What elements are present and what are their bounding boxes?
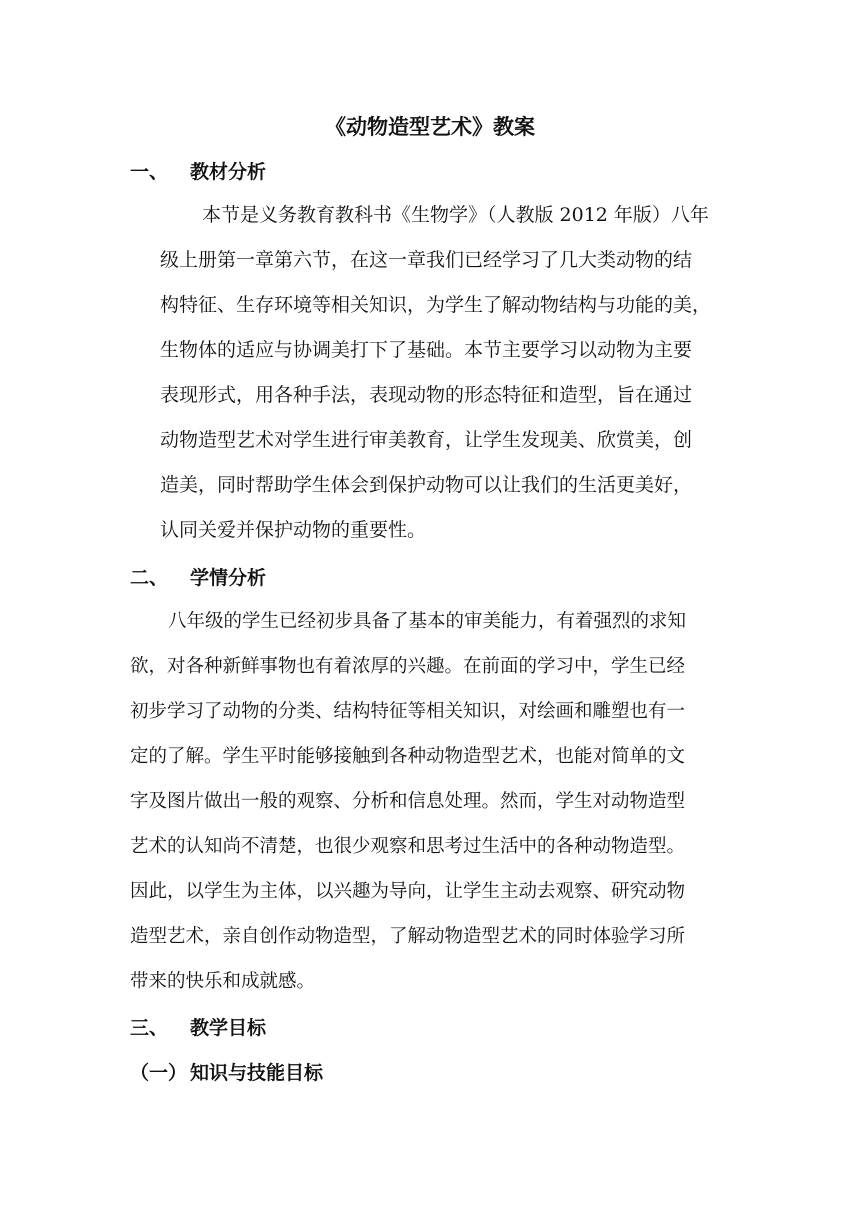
paragraph-line: 本节是义务教育教科书《生物学》（人教版 2012 年版）八年 [202, 204, 709, 226]
paragraph-line: 八年级的学生已经初步具备了基本的审美能力，有着强烈的求知 [168, 611, 687, 632]
paragraph-line: 级上册第一章第六节，在这一章我们已经学习了几大类动物的结 [160, 249, 693, 271]
paragraph-line: 带来的快乐和成就感。 [130, 971, 316, 992]
paragraph-line: 造型艺术，亲自创作动物造型，了解动物造型艺术的同时体验学习所 [130, 926, 686, 947]
section-title: 学情分析 [190, 567, 267, 589]
paragraph-line: 因此，以学生为主体，以兴趣为导向，让学生主动去观察、研究动物 [130, 881, 686, 902]
section-title: 知识与技能目标 [190, 1062, 324, 1084]
paragraph-line: 造美，同时帮助学生体会到保护动物可以让我们的生活更美好， [160, 474, 693, 496]
section-number: 三、 [130, 1017, 169, 1039]
paragraph-line: 欲，对各种新鲜事物也有着浓厚的兴趣。在前面的学习中，学生已经 [130, 656, 686, 677]
paragraph-line: 动物造型艺术对学生进行审美教育，让学生发现美、欣赏美，创 [160, 429, 693, 451]
section-number: 二、 [130, 567, 169, 589]
paragraph-line: 构特征、生存环境等相关知识，为学生了解动物结构与功能的美， [160, 294, 712, 316]
paragraph-line: 定的了解。学生平时能够接触到各种动物造型艺术，也能对简单的文 [130, 746, 686, 767]
paragraph-line: 字及图片做出一般的观察、分析和信息处理。然而，学生对动物造型 [130, 791, 686, 812]
paragraph-learner-analysis [130, 599, 686, 1004]
section-title: 教学目标 [190, 1017, 267, 1039]
paragraph-line: 艺术的认知尚不清楚，也很少观察和思考过生活中的各种动物造型。 [130, 836, 686, 857]
section-title: 教材分析 [190, 161, 267, 183]
paragraph-line: 认同关爱并保护动物的重要性。 [160, 519, 427, 541]
document-title: 《动物造型艺术》教案 [325, 115, 535, 139]
section-heading-1 [130, 158, 266, 186]
section-heading-3 [130, 1014, 266, 1042]
section-number: （一） [130, 1062, 188, 1084]
paragraph-textbook-analysis [160, 193, 711, 553]
paragraph-line: 生物体的适应与协调美打下了基础。本节主要学习以动物为主要 [160, 339, 693, 361]
paragraph-line: 初步学习了动物的分类、结构特征等相关知识，对绘画和雕塑也有一 [130, 701, 686, 722]
paragraph-line: 表现形式，用各种手法，表现动物的形态特征和造型，旨在通过 [160, 384, 693, 406]
section-number: 一、 [130, 161, 169, 183]
subsection-heading-1 [130, 1059, 323, 1087]
section-heading-2 [130, 564, 266, 592]
